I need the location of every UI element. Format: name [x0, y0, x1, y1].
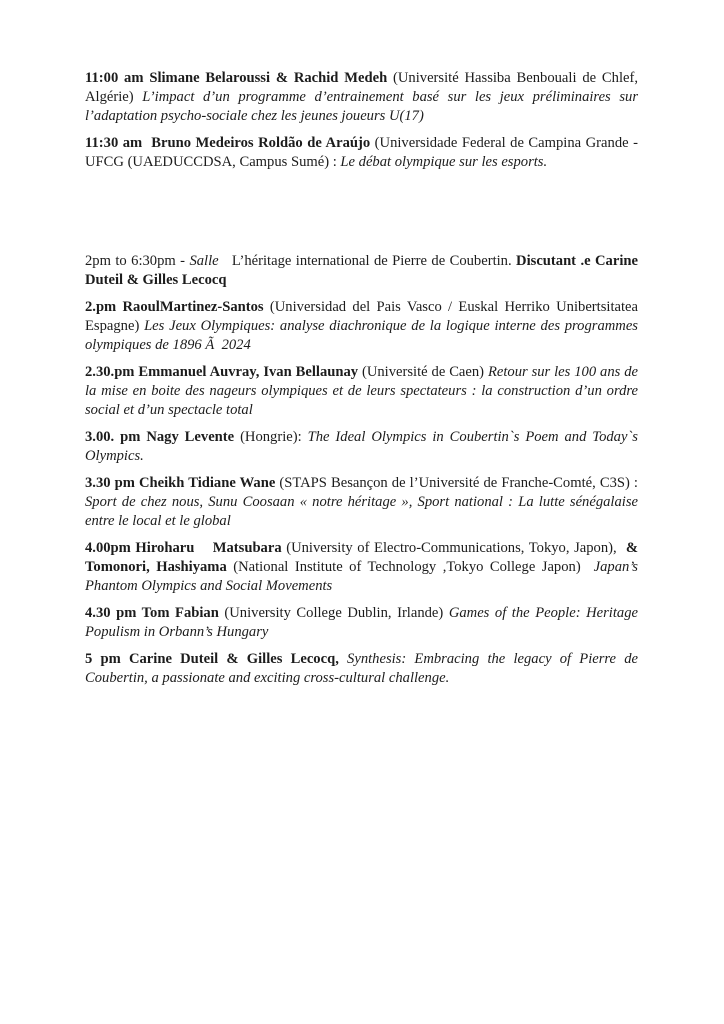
session-title: L’héritage international de Pierre de Coubertin.: [218, 253, 517, 269]
entry-talk-title: Sport de chez nous, Sunu Coosaan « notre héritage », Sport national : La lutte sénégalaise entre le local et le global: [85, 494, 638, 529]
program-entry-500pm: [85, 650, 638, 688]
session-discussants: Discutant .e Carine Duteil & Gilles Lecocq: [85, 253, 638, 288]
entry-talk-title: Le débat olympique sur les esports.: [340, 154, 548, 170]
entry-time-speakers: 4.30 pm Tom Fabian: [85, 605, 225, 621]
entry-time-speakers: 2.30.pm Emmanuel Auvray, Ivan Bellaunay: [85, 364, 362, 380]
entry-talk-title: Synthesis: Embracing the legacy of Pierre de Coubertin, a passionate and exciting cross-cultural challenge.: [85, 651, 638, 686]
entry-time-speakers: 3.30 pm Cheikh Tidiane Wane: [85, 475, 280, 491]
entry-time-speakers: 2.pm RaoulMartinez-Santos: [85, 299, 270, 315]
entry-talk-title: Retour sur les 100 ans de la mise en boite des nageurs olympiques et de leurs spectateurs : la construction d’un ordre social et d’un spectacle total: [85, 364, 638, 418]
session-room-label: Salle: [189, 253, 219, 269]
entry-time-speakers: 4.00pm Hiroharu Matsubara: [85, 540, 287, 556]
session-header: [85, 252, 638, 290]
entry-talk-title: Japan’s Phantom Olympics and Social Movements: [85, 559, 638, 594]
entry-co-affiliation: (National Institute of Technology ,Tokyo College Japon): [233, 559, 594, 575]
entry-affiliation: (Universidade Federal de Campina Grande - UFCG (UAEDUCCDSA, Campus Sumé) :: [85, 135, 638, 170]
entry-affiliation: (Université Hassiba Benbouali de Chlef, Algérie): [85, 70, 638, 105]
program-entry-430pm: [85, 604, 638, 642]
entry-time-speakers: 5 pm Carine Duteil & Gilles Lecocq,: [85, 651, 348, 667]
session-time-range: 2pm to 6:30pm -: [85, 253, 190, 269]
entry-time-speakers: 3.00. pm Nagy Levente: [85, 429, 241, 445]
program-entry-2pm: [85, 298, 638, 355]
entry-talk-title: Games of the People: Heritage Populism in Orbann’s Hungary: [85, 605, 638, 640]
entry-affiliation: (University of Electro-Communications, Tokyo, Japon),: [286, 540, 626, 556]
entry-affiliation: (Hongrie):: [240, 429, 308, 445]
entry-affiliation: (University College Dublin, Irlande): [224, 605, 449, 621]
entry-affiliation: (STAPS Besançon de l’Université de Franche-Comté, C3S) :: [279, 475, 638, 491]
entry-time-speakers: 11:30 am Bruno Medeiros Roldão de Araújo: [85, 135, 375, 151]
program-entry-330pm: [85, 474, 638, 531]
program-entry-1100am: [85, 69, 638, 126]
entry-time-speakers: 11:00 am Slimane Belaroussi & Rachid Medeh: [85, 70, 394, 86]
entry-talk-title: L’impact d’un programme d’entrainement basé sur les jeux préliminaires sur l’adaptation psycho-sociale chez les jeunes joueurs U(17): [85, 89, 638, 124]
program-entry-400pm: [85, 539, 638, 596]
entry-talk-title: The Ideal Olympics in Coubertin`s Poem and Today`s Olympics.: [85, 429, 638, 464]
entry-affiliation: (Université de Caen): [361, 364, 488, 380]
program-entry-1130am: [85, 134, 638, 172]
program-entry-230pm: [85, 363, 638, 420]
entry-affiliation: (Universidad del Pais Vasco / Euskal Herriko Unibertsitatea Espagne): [85, 299, 638, 334]
entry-co-speakers: & Tomonori, Hashiyama: [85, 540, 638, 575]
entry-talk-title: Les Jeux Olympiques: analyse diachronique de la logique interne des programmes olympiques de 1896 Ã 2024: [85, 318, 638, 353]
program-entry-300pm: [85, 428, 638, 466]
